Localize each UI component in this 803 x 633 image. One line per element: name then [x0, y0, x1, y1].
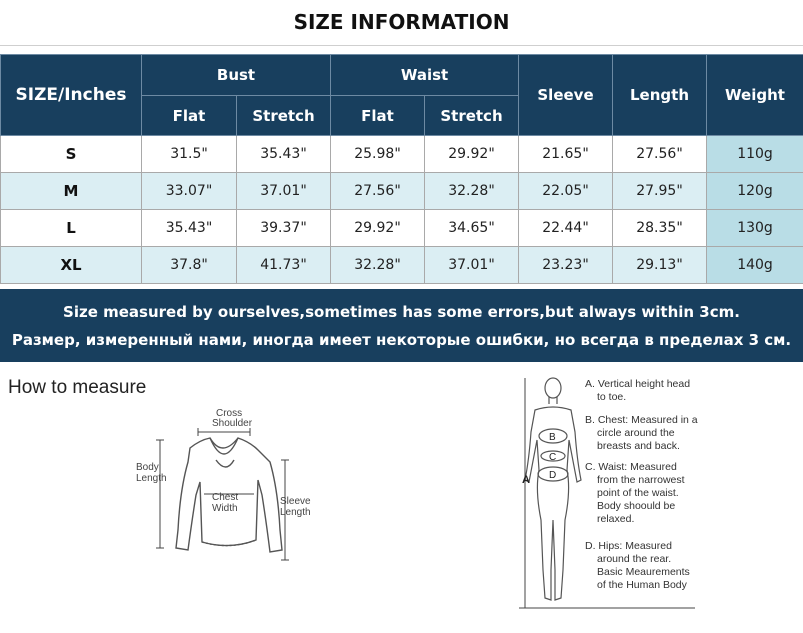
table-row [1, 247, 803, 284]
note-english: Size measured by ourselves,sometimes has some errors,but always within 3cm. [63, 302, 740, 321]
weight-cell: 110g [707, 136, 803, 173]
waist-flat-cell: 27.56" [331, 173, 425, 210]
figure-letter-a: A [522, 474, 530, 486]
sweater-diagram [130, 400, 335, 575]
bust-flat-cell: 37.8" [142, 247, 237, 284]
sleeve-length-label-1: Sleeve [280, 496, 311, 507]
figure-letter-c: C [549, 452, 557, 463]
bust-stretch-cell: 35.43" [237, 136, 331, 173]
figure-letter-b: B [549, 432, 556, 443]
size-cell: S [1, 136, 142, 173]
note-b: B. Chest: Measured in a circle around the breasts and back. [585, 414, 698, 452]
bust-stretch-cell: 41.73" [237, 247, 331, 284]
table-row [1, 136, 803, 173]
chest-width-label-1: Chest [212, 492, 239, 503]
body-length-label-1: Body [136, 462, 159, 473]
waist-stretch-header: Stretch [425, 96, 519, 136]
bust-flat-cell: 35.43" [142, 210, 237, 247]
table-row [1, 173, 803, 210]
note-russian: Размер, измеренный нами, иногда имеет некоторые ошибки, но всегда в пределах 3 см. [11, 330, 792, 349]
length-cell: 27.56" [613, 136, 707, 173]
waist-stretch-cell: 29.92" [425, 136, 519, 173]
bust-flat-header: Flat [142, 96, 237, 136]
body-length-label-2: Length [136, 473, 167, 484]
sleeve-cell: 21.65" [519, 136, 613, 173]
sleeve-cell: 23.23" [519, 247, 613, 284]
waist-stretch-cell: 32.28" [425, 173, 519, 210]
title-divider [0, 45, 803, 46]
weight-header: Weight [707, 55, 803, 136]
size-cell: L [1, 210, 142, 247]
note-c: C. Waist: Measured from the narrowest point of the waist. Body shoould be relaxed. [585, 461, 685, 525]
sleeve-header: Sleeve [519, 55, 613, 136]
figure-notes [585, 378, 715, 597]
figure-letter-d: D [549, 470, 557, 481]
bust-stretch-cell: 39.37" [237, 210, 331, 247]
measurement-note [0, 289, 803, 362]
bust-header: Bust [142, 55, 331, 96]
sleeve-cell: 22.05" [519, 173, 613, 210]
chest-width-label-2: Width [212, 503, 238, 514]
sleeve-length-label-2: Length [280, 507, 311, 518]
bust-flat-cell: 31.5" [142, 136, 237, 173]
page-title: SIZE INFORMATION [293, 10, 510, 34]
table-row [1, 210, 803, 247]
human-figure-icon [525, 378, 581, 600]
weight-cell: 120g [707, 173, 803, 210]
length-header: Length [613, 55, 707, 136]
how-to-measure-heading: How to measure [8, 377, 147, 398]
waist-flat-cell: 32.28" [331, 247, 425, 284]
waist-flat-header: Flat [331, 96, 425, 136]
size-cell: XL [1, 247, 142, 284]
waist-flat-cell: 25.98" [331, 136, 425, 173]
size-cell: M [1, 173, 142, 210]
bust-stretch-header: Stretch [237, 96, 331, 136]
size-header: SIZE/Inches [1, 55, 142, 136]
note-d: D. Hips: Measured around the rear. Basic Meaurements of the Human Body [585, 540, 690, 591]
weight-cell: 130g [707, 210, 803, 247]
waist-stretch-cell: 34.65" [425, 210, 519, 247]
sleeve-cell: 22.44" [519, 210, 613, 247]
bust-flat-cell: 33.07" [142, 173, 237, 210]
length-cell: 27.95" [613, 173, 707, 210]
note-a: A. Vertical height head to toe. [585, 378, 691, 403]
length-cell: 28.35" [613, 210, 707, 247]
size-table [0, 54, 803, 284]
waist-header: Waist [331, 55, 519, 96]
waist-flat-cell: 29.92" [331, 210, 425, 247]
bust-stretch-cell: 37.01" [237, 173, 331, 210]
cross-shoulder-label-1: Cross [216, 408, 243, 419]
weight-cell: 140g [707, 247, 803, 284]
cross-shoulder-label-2: Shoulder [212, 418, 253, 429]
length-cell: 29.13" [613, 247, 707, 284]
waist-stretch-cell: 37.01" [425, 247, 519, 284]
